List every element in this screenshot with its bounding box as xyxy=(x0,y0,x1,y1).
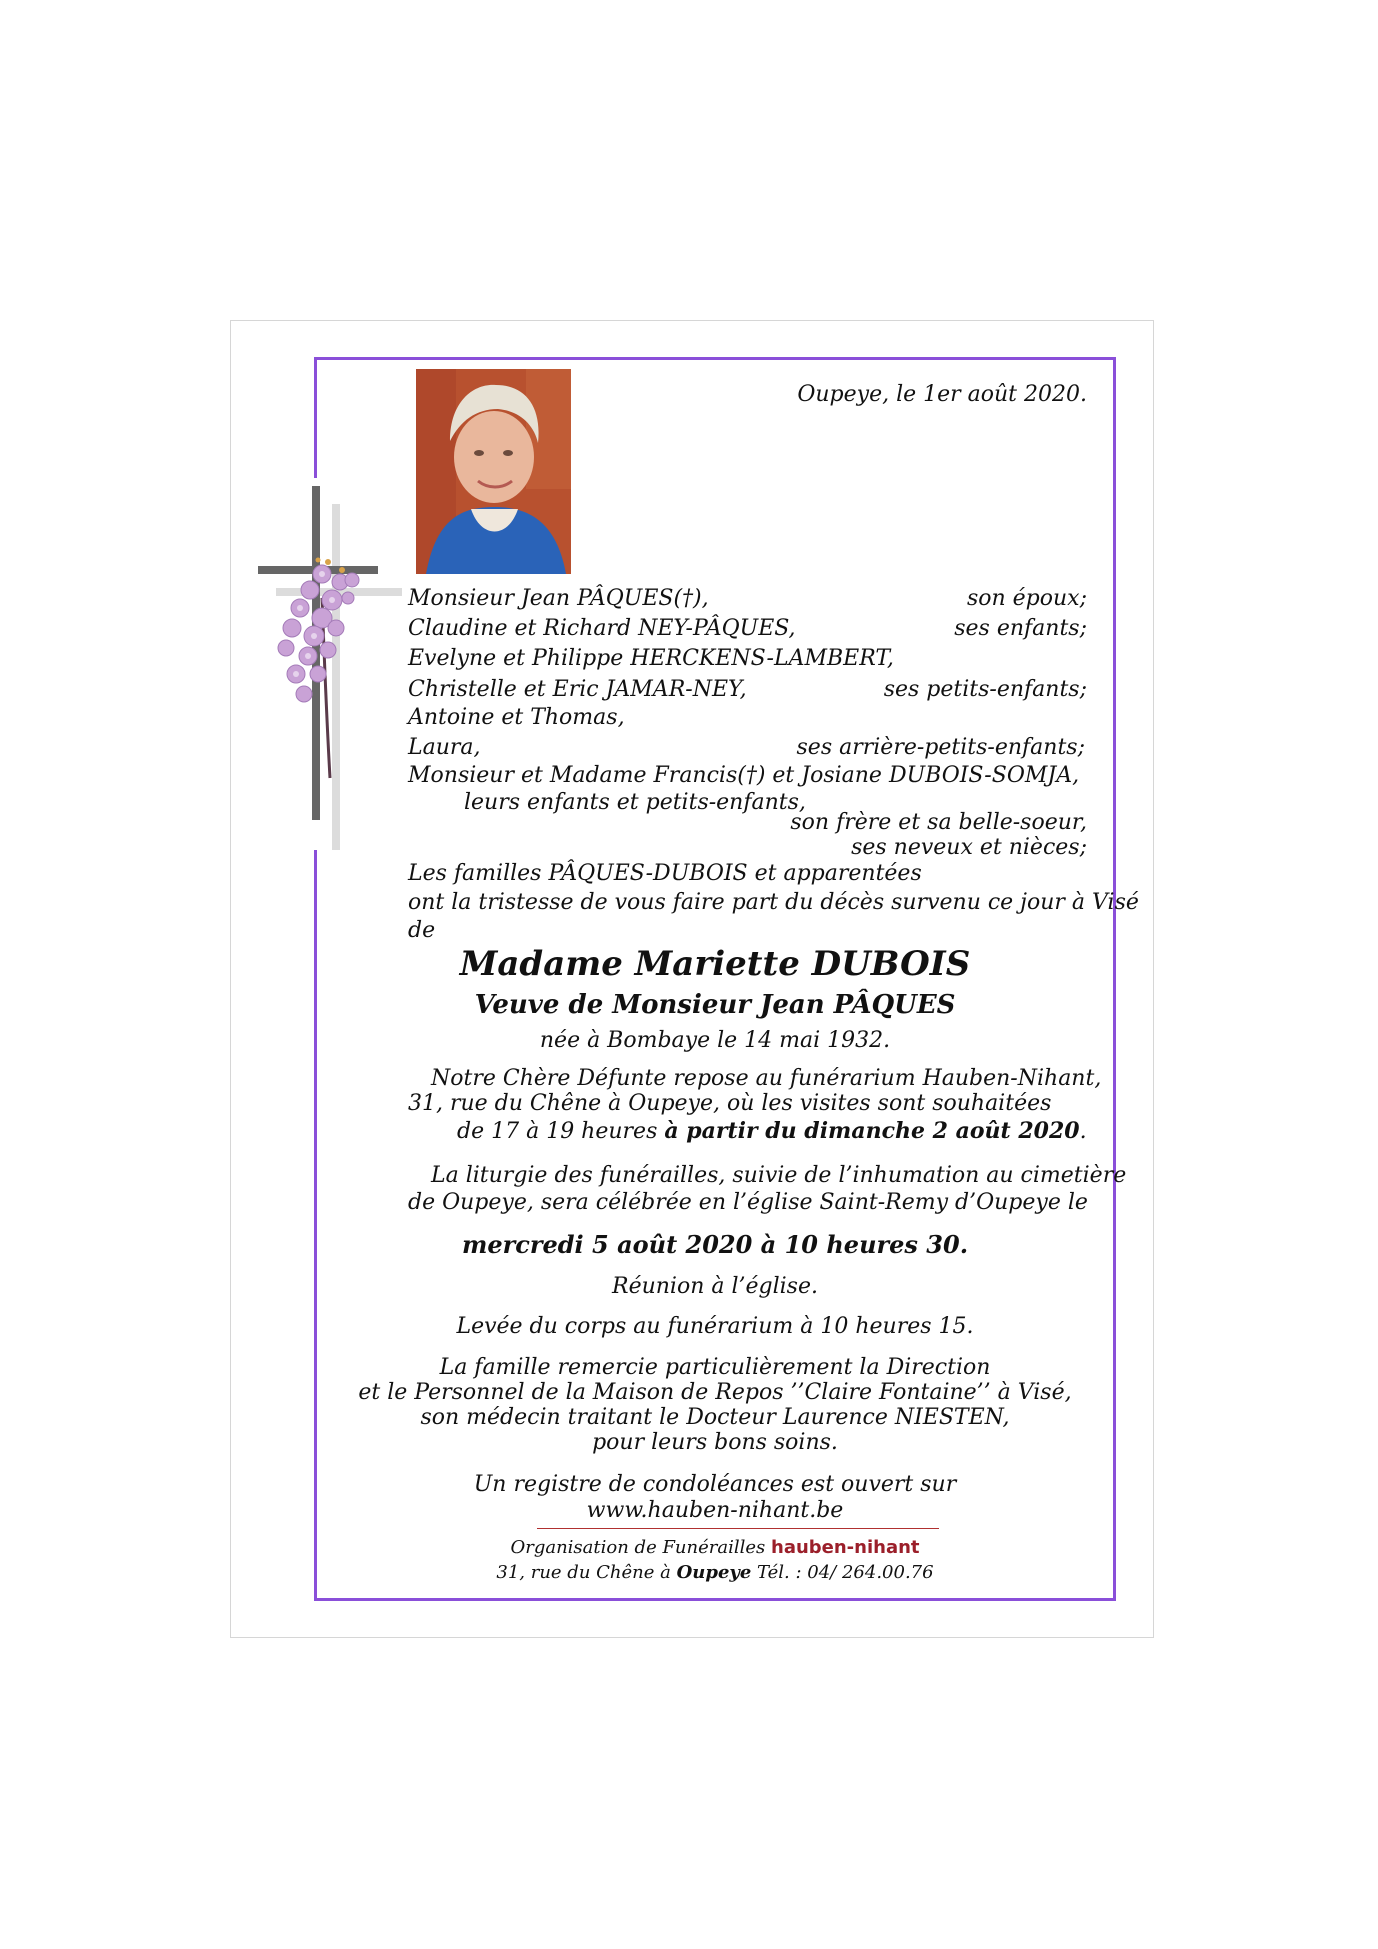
family-name-2: Claudine et Richard NEY-PÂQUES, xyxy=(408,616,796,641)
deceased-birth: née à Bombaye le 14 mai 1932. xyxy=(539,1028,891,1053)
family-name-3: Evelyne et Philippe HERCKENS-LAMBERT, xyxy=(408,646,894,671)
brand-logo: hauben-nihant xyxy=(771,1537,920,1558)
footer-rule xyxy=(537,1528,939,1529)
family-name-4: Christelle et Eric JAMAR-NEY, xyxy=(408,677,747,702)
cross-with-orchids-icon xyxy=(252,478,402,850)
announcement-line-1: ont la tristesse de vous faire part du décès survenu ce jour à Visé xyxy=(408,890,1139,915)
body-lift: Levée du corps au funérarium à 10 heures 15. xyxy=(456,1314,974,1339)
liturgy-line-1: La liturgie des funérailles, suivie de l’inhumation au cimetière xyxy=(431,1163,1127,1188)
thanks-line-4: pour leurs bons soins. xyxy=(592,1430,838,1455)
register-url[interactable]: www.hauben-nihant.be xyxy=(586,1498,844,1523)
family-name-7: Monsieur et Madame Francis(†) et Josiane DUBOIS-SOMJA, xyxy=(408,763,1080,788)
deceased-widow-of: Veuve de Monsieur Jean PÂQUES xyxy=(474,990,956,1020)
announcement-line-2: de xyxy=(408,918,436,943)
family-relation-1: son époux; xyxy=(966,586,1087,611)
family-relation-6: ses arrière-petits-enfants; xyxy=(796,735,1085,760)
portrait-photo xyxy=(416,369,571,574)
funeral-date: mercredi 5 août 2020 à 10 heures 30. xyxy=(461,1230,969,1259)
family-name-5: Antoine et Thomas, xyxy=(408,705,625,730)
family-name-1: Monsieur Jean PÂQUES(†), xyxy=(408,586,709,611)
thanks-line-2: et le Personnel de la Maison de Repos ’’Claire Fontaine’’ à Visé, xyxy=(358,1380,1072,1405)
meeting-place: Réunion à l’église. xyxy=(612,1274,818,1299)
place-date: Oupeye, le 1er août 2020. xyxy=(797,382,1087,407)
liturgy-line-2: de Oupeye, sera célébrée en l’église Saint-Remy d’Oupeye le xyxy=(408,1190,1088,1215)
family-relation-9: ses neveux et nièces; xyxy=(851,835,1087,860)
footer-organisation: Organisation de Funérailles hauben-nihant xyxy=(510,1537,920,1558)
family-name-10: Les familles PÂQUES-DUBOIS et apparentées xyxy=(408,861,922,886)
family-name-6: Laura, xyxy=(408,735,481,760)
visits-line-3: de 17 à 19 heures à partir du dimanche 2 août 2020. xyxy=(457,1118,1087,1144)
family-relation-8: son frère et sa belle-soeur, xyxy=(790,810,1087,835)
visits-line-1: Notre Chère Défunte repose au funérarium Hauben-Nihant, xyxy=(431,1066,1102,1091)
register-line: Un registre de condoléances est ouvert sur xyxy=(473,1472,957,1497)
visits-line-2: 31, rue du Chêne à Oupeye, où les visites sont souhaitées xyxy=(408,1091,1052,1116)
footer-address: 31, rue du Chêne à Oupeye Tél. : 04/ 264.00.76 xyxy=(496,1562,934,1583)
family-relation-4: ses petits-enfants; xyxy=(883,677,1087,702)
family-relation-2: ses enfants; xyxy=(954,616,1087,641)
deceased-name: Madame Mariette DUBOIS xyxy=(459,944,971,984)
family-name-8: leurs enfants et petits-enfants, xyxy=(464,790,806,815)
thanks-line-3: son médecin traitant le Docteur Laurence NIESTEN, xyxy=(420,1405,1010,1430)
thanks-line-1: La famille remercie particulièrement la Direction xyxy=(439,1355,991,1380)
